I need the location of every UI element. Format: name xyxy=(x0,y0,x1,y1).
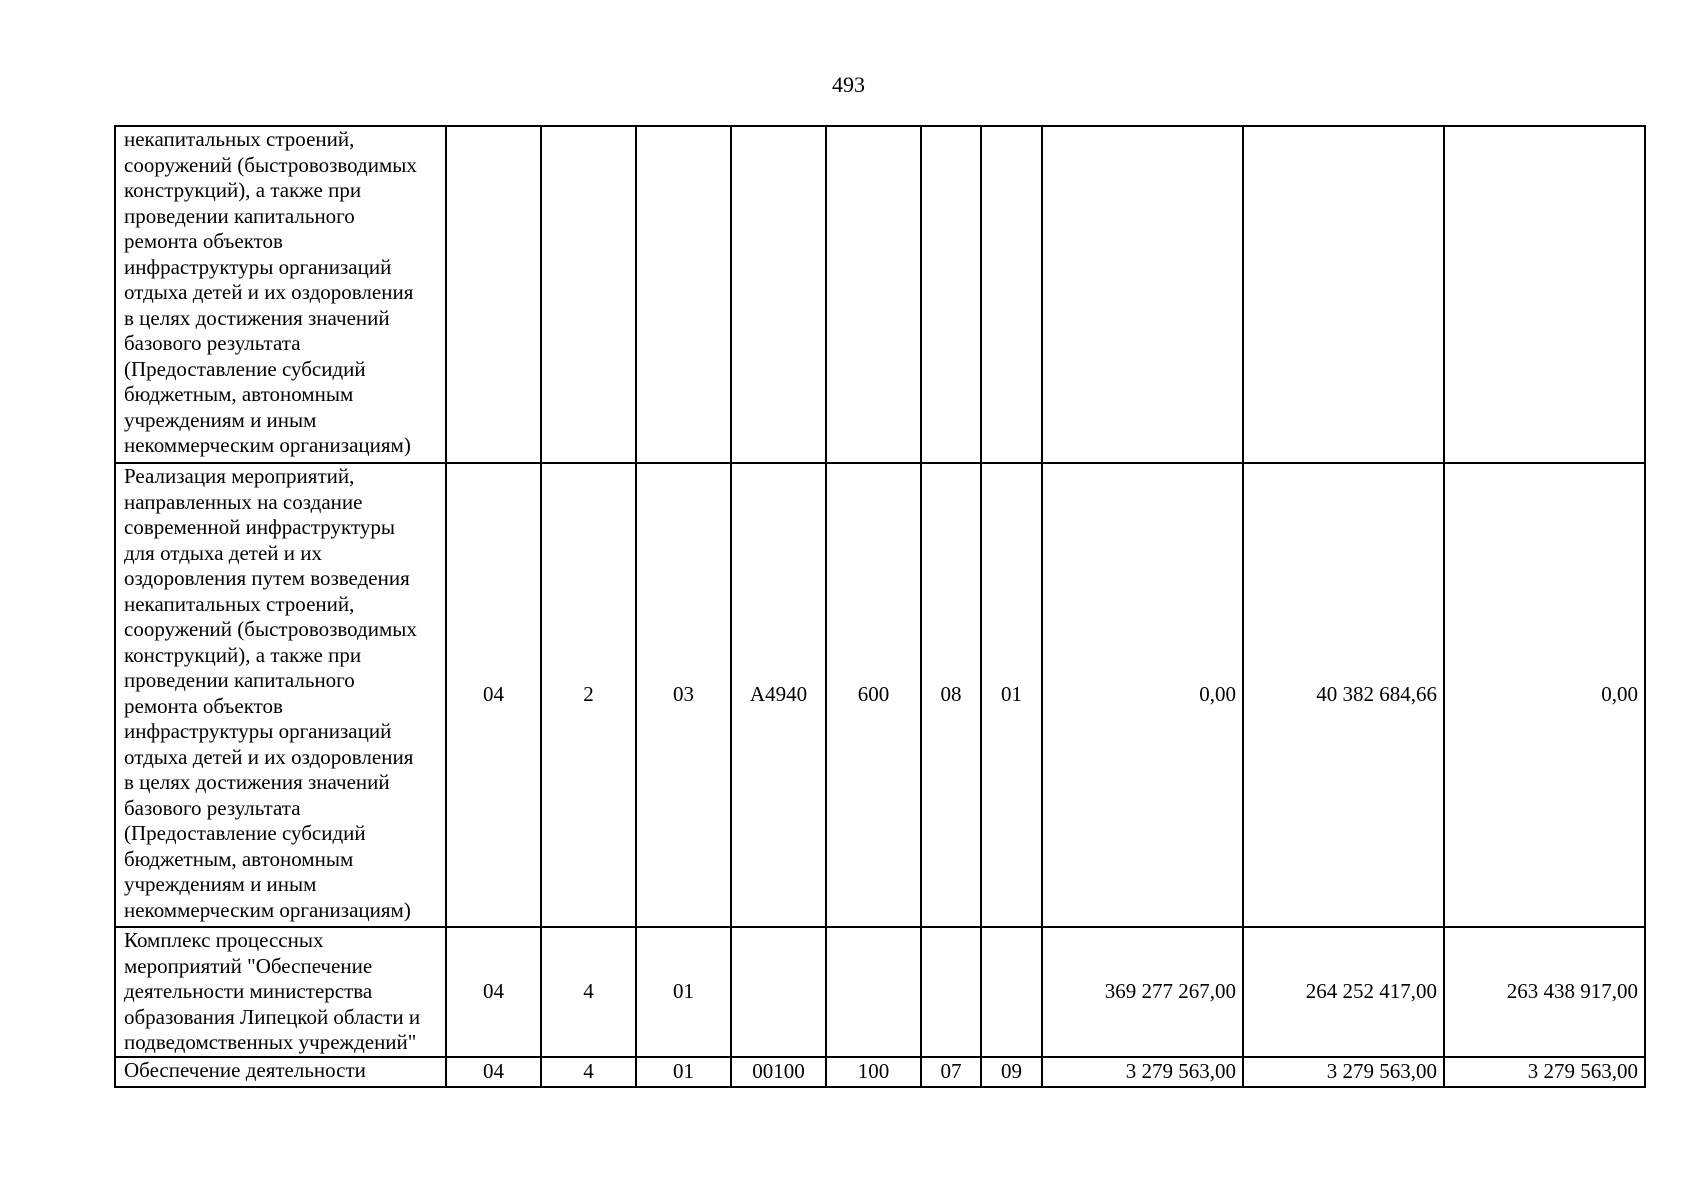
code-cell: 600 xyxy=(826,463,921,927)
code-cell xyxy=(826,126,921,463)
row-name-cell: Реализация мероприятий, направленных на создание современной инфраструктуры для отдыха детей и их оздоровления путем возведения некапитальных строений, сооружений (быстровозводимых конструкций), а также при проведении капитального ремонта объектов инфраструктуры организаций отдыха детей и их оздоровления в целях достижения значений базового результата (Предоставление субсидий бюджетным, автономным учреждениям и иным некоммерческим организациям) xyxy=(115,463,446,927)
code-cell xyxy=(981,126,1042,463)
code-cell xyxy=(731,126,826,463)
code-cell xyxy=(826,927,921,1057)
table-row xyxy=(115,927,1645,1057)
code-cell: 2 xyxy=(541,463,636,927)
code-cell xyxy=(636,126,731,463)
code-cell: 01 xyxy=(981,463,1042,927)
amount-cell: 264 252 417,00 xyxy=(1243,927,1444,1057)
code-cell xyxy=(731,927,826,1057)
table-row xyxy=(115,463,1645,927)
code-cell: 08 xyxy=(921,463,981,927)
amount-cell xyxy=(1243,126,1444,463)
page-number: 493 xyxy=(832,72,865,97)
code-cell: 04 xyxy=(446,927,541,1057)
amount-cell xyxy=(1444,126,1645,463)
code-cell xyxy=(921,126,981,463)
amount-cell xyxy=(1042,126,1243,463)
code-cell xyxy=(446,126,541,463)
code-cell: 01 xyxy=(636,1057,731,1087)
code-cell: 4 xyxy=(541,1057,636,1087)
code-cell xyxy=(921,927,981,1057)
row-name-cell: Комплекс процессных мероприятий "Обеспечение деятельности министерства образования Липецкой области и подведомственных учреждений" xyxy=(115,927,446,1057)
amount-cell: 0,00 xyxy=(1444,463,1645,927)
code-cell: 04 xyxy=(446,1057,541,1087)
code-cell: 04 xyxy=(446,463,541,927)
code-cell: 01 xyxy=(636,927,731,1057)
table-row xyxy=(115,126,1645,463)
amount-cell: 3 279 563,00 xyxy=(1243,1057,1444,1087)
code-cell: 09 xyxy=(981,1057,1042,1087)
code-cell: 00100 xyxy=(731,1057,826,1087)
amount-cell: 263 438 917,00 xyxy=(1444,927,1645,1057)
amount-cell: 40 382 684,66 xyxy=(1243,463,1444,927)
code-cell: 4 xyxy=(541,927,636,1057)
code-cell xyxy=(981,927,1042,1057)
budget-table xyxy=(114,125,1646,1088)
code-cell: 03 xyxy=(636,463,731,927)
code-cell: 100 xyxy=(826,1057,921,1087)
code-cell: 07 xyxy=(921,1057,981,1087)
table-row xyxy=(115,1057,1645,1087)
code-cell: А4940 xyxy=(731,463,826,927)
amount-cell: 369 277 267,00 xyxy=(1042,927,1243,1057)
row-name-cell: Обеспечение деятельности xyxy=(115,1057,446,1087)
code-cell xyxy=(541,126,636,463)
amount-cell: 3 279 563,00 xyxy=(1444,1057,1645,1087)
amount-cell: 3 279 563,00 xyxy=(1042,1057,1243,1087)
amount-cell: 0,00 xyxy=(1042,463,1243,927)
row-name-cell: некапитальных строений, сооружений (быстровозводимых конструкций), а также при проведении капитального ремонта объектов инфраструктуры организаций отдыха детей и их оздоровления в целях достижения значений базового результата (Предоставление субсидий бюджетным, автономным учреждениям и иным некоммерческим организациям) xyxy=(115,126,446,463)
